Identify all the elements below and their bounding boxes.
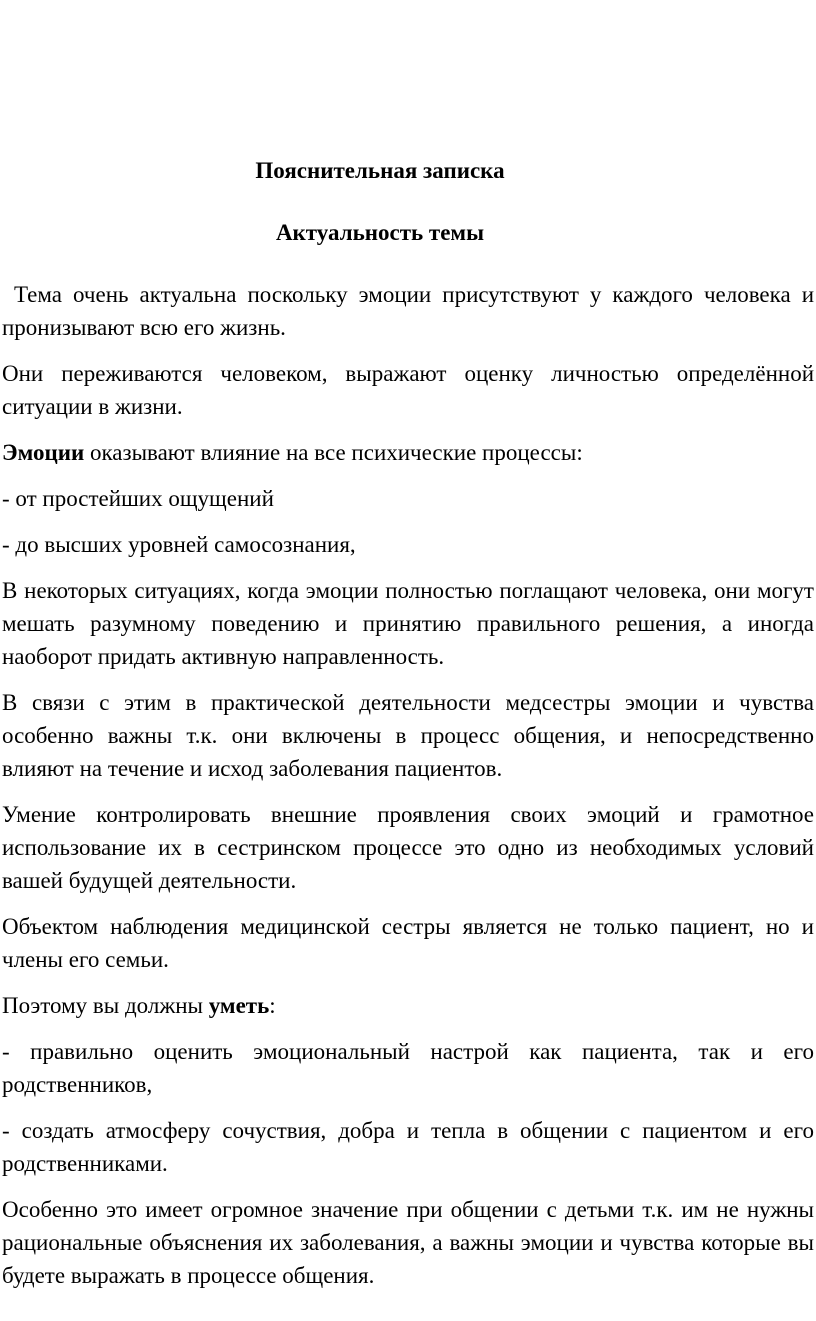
paragraph-13: Особенно это имеет огромное значение при общении с детьми т.к. им не нужны рациональные объяснения их заболевания, а важны эмоции и чувства которые вы будете выражать в процессе общения. xyxy=(2,1197,814,1288)
document-title: Пояснительная записка xyxy=(255,158,505,183)
document-body xyxy=(0,278,816,1305)
paragraph-10-end: : xyxy=(269,993,276,1018)
list-item-3: - правильно оценить эмоциональный настрой как пациента, так и его родственников, xyxy=(2,1039,814,1097)
paragraph-10-start: Поэтому вы должны xyxy=(2,993,209,1018)
paragraph-10 xyxy=(2,989,814,1022)
paragraph-3-text: оказывают влияние на все психические процессы: xyxy=(84,440,583,465)
paragraph-3-bold: Эмоции xyxy=(2,440,85,465)
paragraph-10-bold: уметь xyxy=(208,993,270,1018)
paragraph-2: Они переживаются человеком, выражают оценку личностью определённой ситуации в жизни. xyxy=(2,361,814,419)
list-item-2: - до высших уровней самосознания, xyxy=(2,532,356,557)
paragraph-1: Тема очень актуальна поскольку эмоции присутствуют у каждого человека и пронизывают всю его жизнь. xyxy=(2,282,814,340)
paragraph-3 xyxy=(2,436,814,469)
list-item-1: - от простейших ощущений xyxy=(2,486,274,511)
document-subtitle: Актуальность темы xyxy=(275,220,485,245)
list-item-4: - создать атмосферу сочуствия, добра и тепла в общении с пациентом и его родственниками. xyxy=(2,1118,814,1176)
paragraph-8: Умение контролировать внешние проявления своих эмоций и грамотное использование их в сестринском процессе это одно из необходимых условий вашей будущей деятельности. xyxy=(2,802,814,893)
paragraph-7: В связи с этим в практической деятельности медсестры эмоции и чувства особенно важны т.к. они включены в процесс общения, и непосредственно влияют на течение и исход заболевания пациентов. xyxy=(2,690,814,781)
paragraph-9: Объектом наблюдения медицинской сестры является не только пациент, но и члены его семьи. xyxy=(2,914,814,972)
paragraph-6: В некоторых ситуациях, когда эмоции полностью поглащают человека, они могут мешать разумному поведению и принятию правильного решения, а иногда наоборот придать активную направленность. xyxy=(2,578,814,669)
